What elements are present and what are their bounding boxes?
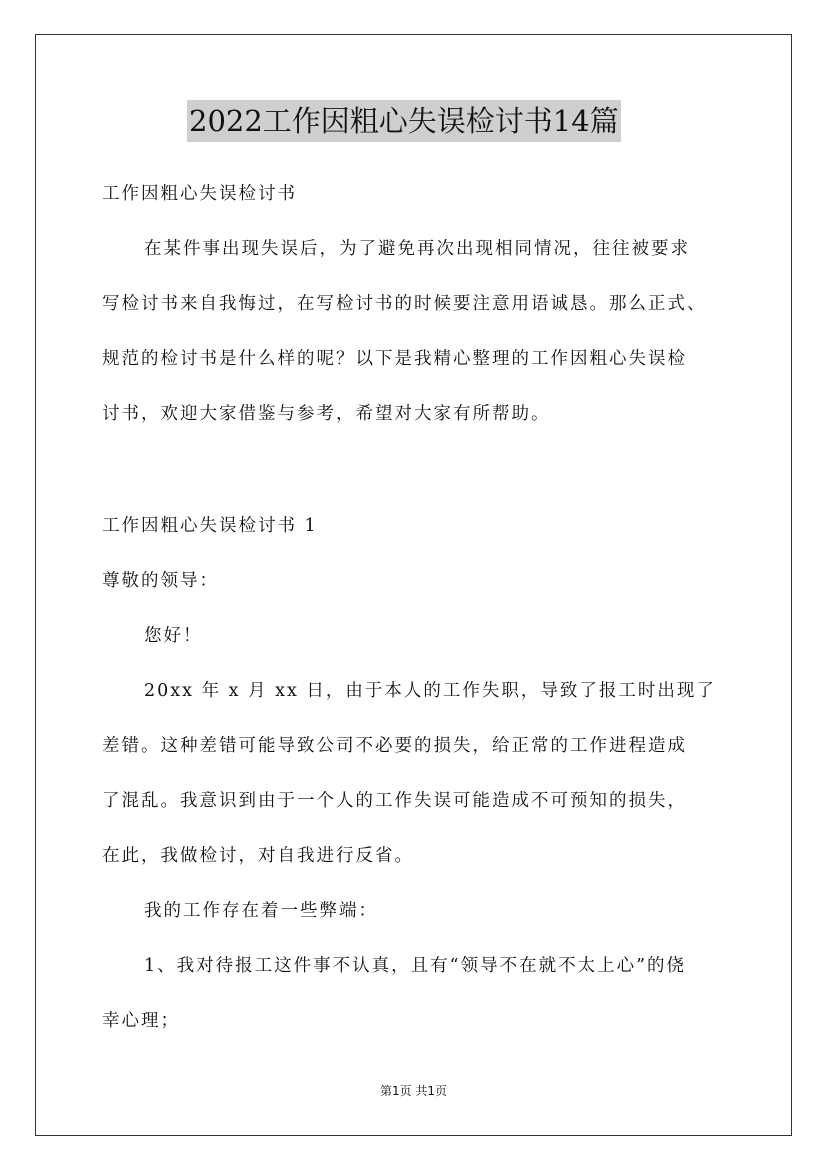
paragraph-line: 20xx 年 x 月 xx 日，由于本人的工作失职，导致了报工时出现了 <box>144 681 716 701</box>
intro-line: 讨书，欢迎大家借鉴与参考，希望对大家有所帮助。 <box>102 404 551 424</box>
paragraph-line: 幸心理； <box>102 1011 180 1031</box>
document-body <box>102 173 742 1055</box>
intro-line: 在某件事出现失误后，为了避免再次出现相同情况，往往被要求 <box>144 239 690 259</box>
intro-heading: 工作因粗心失误检讨书 <box>102 184 297 204</box>
greeting: 您好！ <box>144 626 203 646</box>
paragraph-line: 了混乱。我意识到由于一个人的工作失误可能造成不可预知的损失， <box>102 791 687 811</box>
paragraph-line: 1、我对待报工这件事不认真，且有“领导不在就不太上心”的侥 <box>144 956 687 976</box>
section-heading: 工作因粗心失误检讨书 1 <box>102 516 318 536</box>
intro-line: 写检讨书来自我悔过，在写检讨书的时候要注意用语诚恳。那么正式、 <box>102 294 707 314</box>
paragraph-line: 我的工作存在着一些弊端： <box>144 901 378 921</box>
intro-line: 规范的检讨书是什么样的呢？以下是我精心整理的工作因粗心失误检 <box>102 349 687 369</box>
section-spacer <box>102 448 742 505</box>
document-title: 2022工作因粗心失误检讨书14篇 <box>187 100 621 142</box>
salutation: 尊敬的领导： <box>102 571 219 591</box>
page-number-footer: 第1页 共1页 <box>379 1084 448 1098</box>
paragraph-line: 在此，我做检讨，对自我进行反省。 <box>102 846 414 866</box>
paragraph-line: 差错。这种差错可能导致公司不必要的损失，给正常的工作进程造成 <box>102 736 687 756</box>
